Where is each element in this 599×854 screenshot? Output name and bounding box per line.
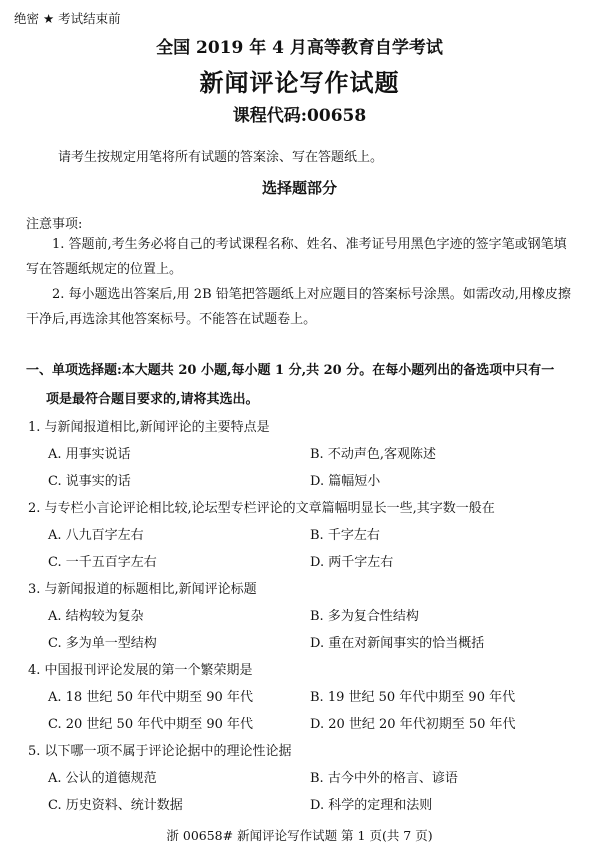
course-code: 课程代码:00658 — [232, 106, 367, 126]
note-item: 2. 每小题选出答案后,用 2B 铅笔把答题纸上对应题目的答案标号涂黑。如需改动,用橡皮擦干净后,再选涂其他答案标号。不能答在试题卷上。 — [26, 287, 571, 327]
option-c: C. 20 世纪 50 年代中期至 90 年代 — [48, 717, 254, 732]
option-b: B. 多为复合性结构 — [310, 609, 419, 624]
question-stem: 5. 以下哪一项不属于评论论据中的理论性论据 — [28, 744, 292, 759]
option-d: D. 20 世纪 20 年代初期至 50 年代 — [310, 717, 516, 732]
option-a: A. 公认的道德规范 — [48, 771, 157, 786]
option-a: A. 结构较为复杂 — [48, 609, 144, 624]
part-heading-line: 一、单项选择题:本大题共 20 小题,每小题 1 分,共 20 分。在每小题列出的备选项中只有一 — [26, 363, 555, 378]
option-d: D. 两千字左右 — [310, 555, 394, 570]
paper-title: 新闻评论写作试题 — [199, 68, 400, 97]
section-title: 选择题部分 — [261, 179, 337, 197]
question-stem: 2. 与专栏小言论评论相比较,论坛型专栏评论的文章篇幅明显长一些,其字数一般在 — [28, 501, 495, 516]
note-item: 1. 答题前,考生务必将自己的考试课程名称、姓名、准考证号用黑色字迹的签字笔或钢笔填写在答题纸规定的位置上。 — [26, 237, 567, 277]
option-d: D. 篇幅短小 — [310, 474, 381, 489]
part-heading-line: 项是最符合题目要求的,请将其选出。 — [46, 392, 259, 407]
exam-title: 全国 2019 年 4 月高等教育自学考试 — [156, 38, 443, 58]
part-heading — [26, 356, 576, 414]
option-c: C. 说事实的话 — [48, 474, 131, 489]
question-stem: 3. 与新闻报道的标题相比,新闻评论标题 — [28, 582, 257, 597]
question-stem: 4. 中国报刊评论发展的第一个繁荣期是 — [28, 663, 253, 678]
option-b: B. 不动声色,客观陈述 — [310, 447, 436, 462]
option-d: D. 科学的定理和法则 — [310, 798, 433, 813]
option-b: B. 19 世纪 50 年代中期至 90 年代 — [310, 690, 516, 705]
option-c: C. 一千五百字左右 — [48, 555, 157, 570]
option-b: B. 千字左右 — [310, 528, 380, 543]
question-stem: 1. 与新闻报道相比,新闻评论的主要特点是 — [28, 420, 270, 435]
option-a: A. 用事实说话 — [48, 447, 131, 462]
page-footer: 浙 00658# 新闻评论写作试题 第 1 页(共 7 页) — [166, 828, 433, 843]
option-a: A. 18 世纪 50 年代中期至 90 年代 — [48, 690, 253, 705]
option-a: A. 八九百字左右 — [48, 528, 144, 543]
option-d: D. 重在对新闻事实的恰当概括 — [310, 636, 485, 651]
notes-title: 注意事项: — [26, 217, 83, 232]
option-c: C. 历史资料、统计数据 — [48, 798, 183, 813]
answer-instruction: 请考生按规定用笔将所有试题的答案涂、写在答题纸上。 — [58, 150, 384, 165]
confidential-label: 绝密 ★ 考试结束前 — [14, 11, 121, 26]
option-b: B. 古今中外的格言、谚语 — [310, 771, 458, 786]
option-c: C. 多为单一型结构 — [48, 636, 157, 651]
